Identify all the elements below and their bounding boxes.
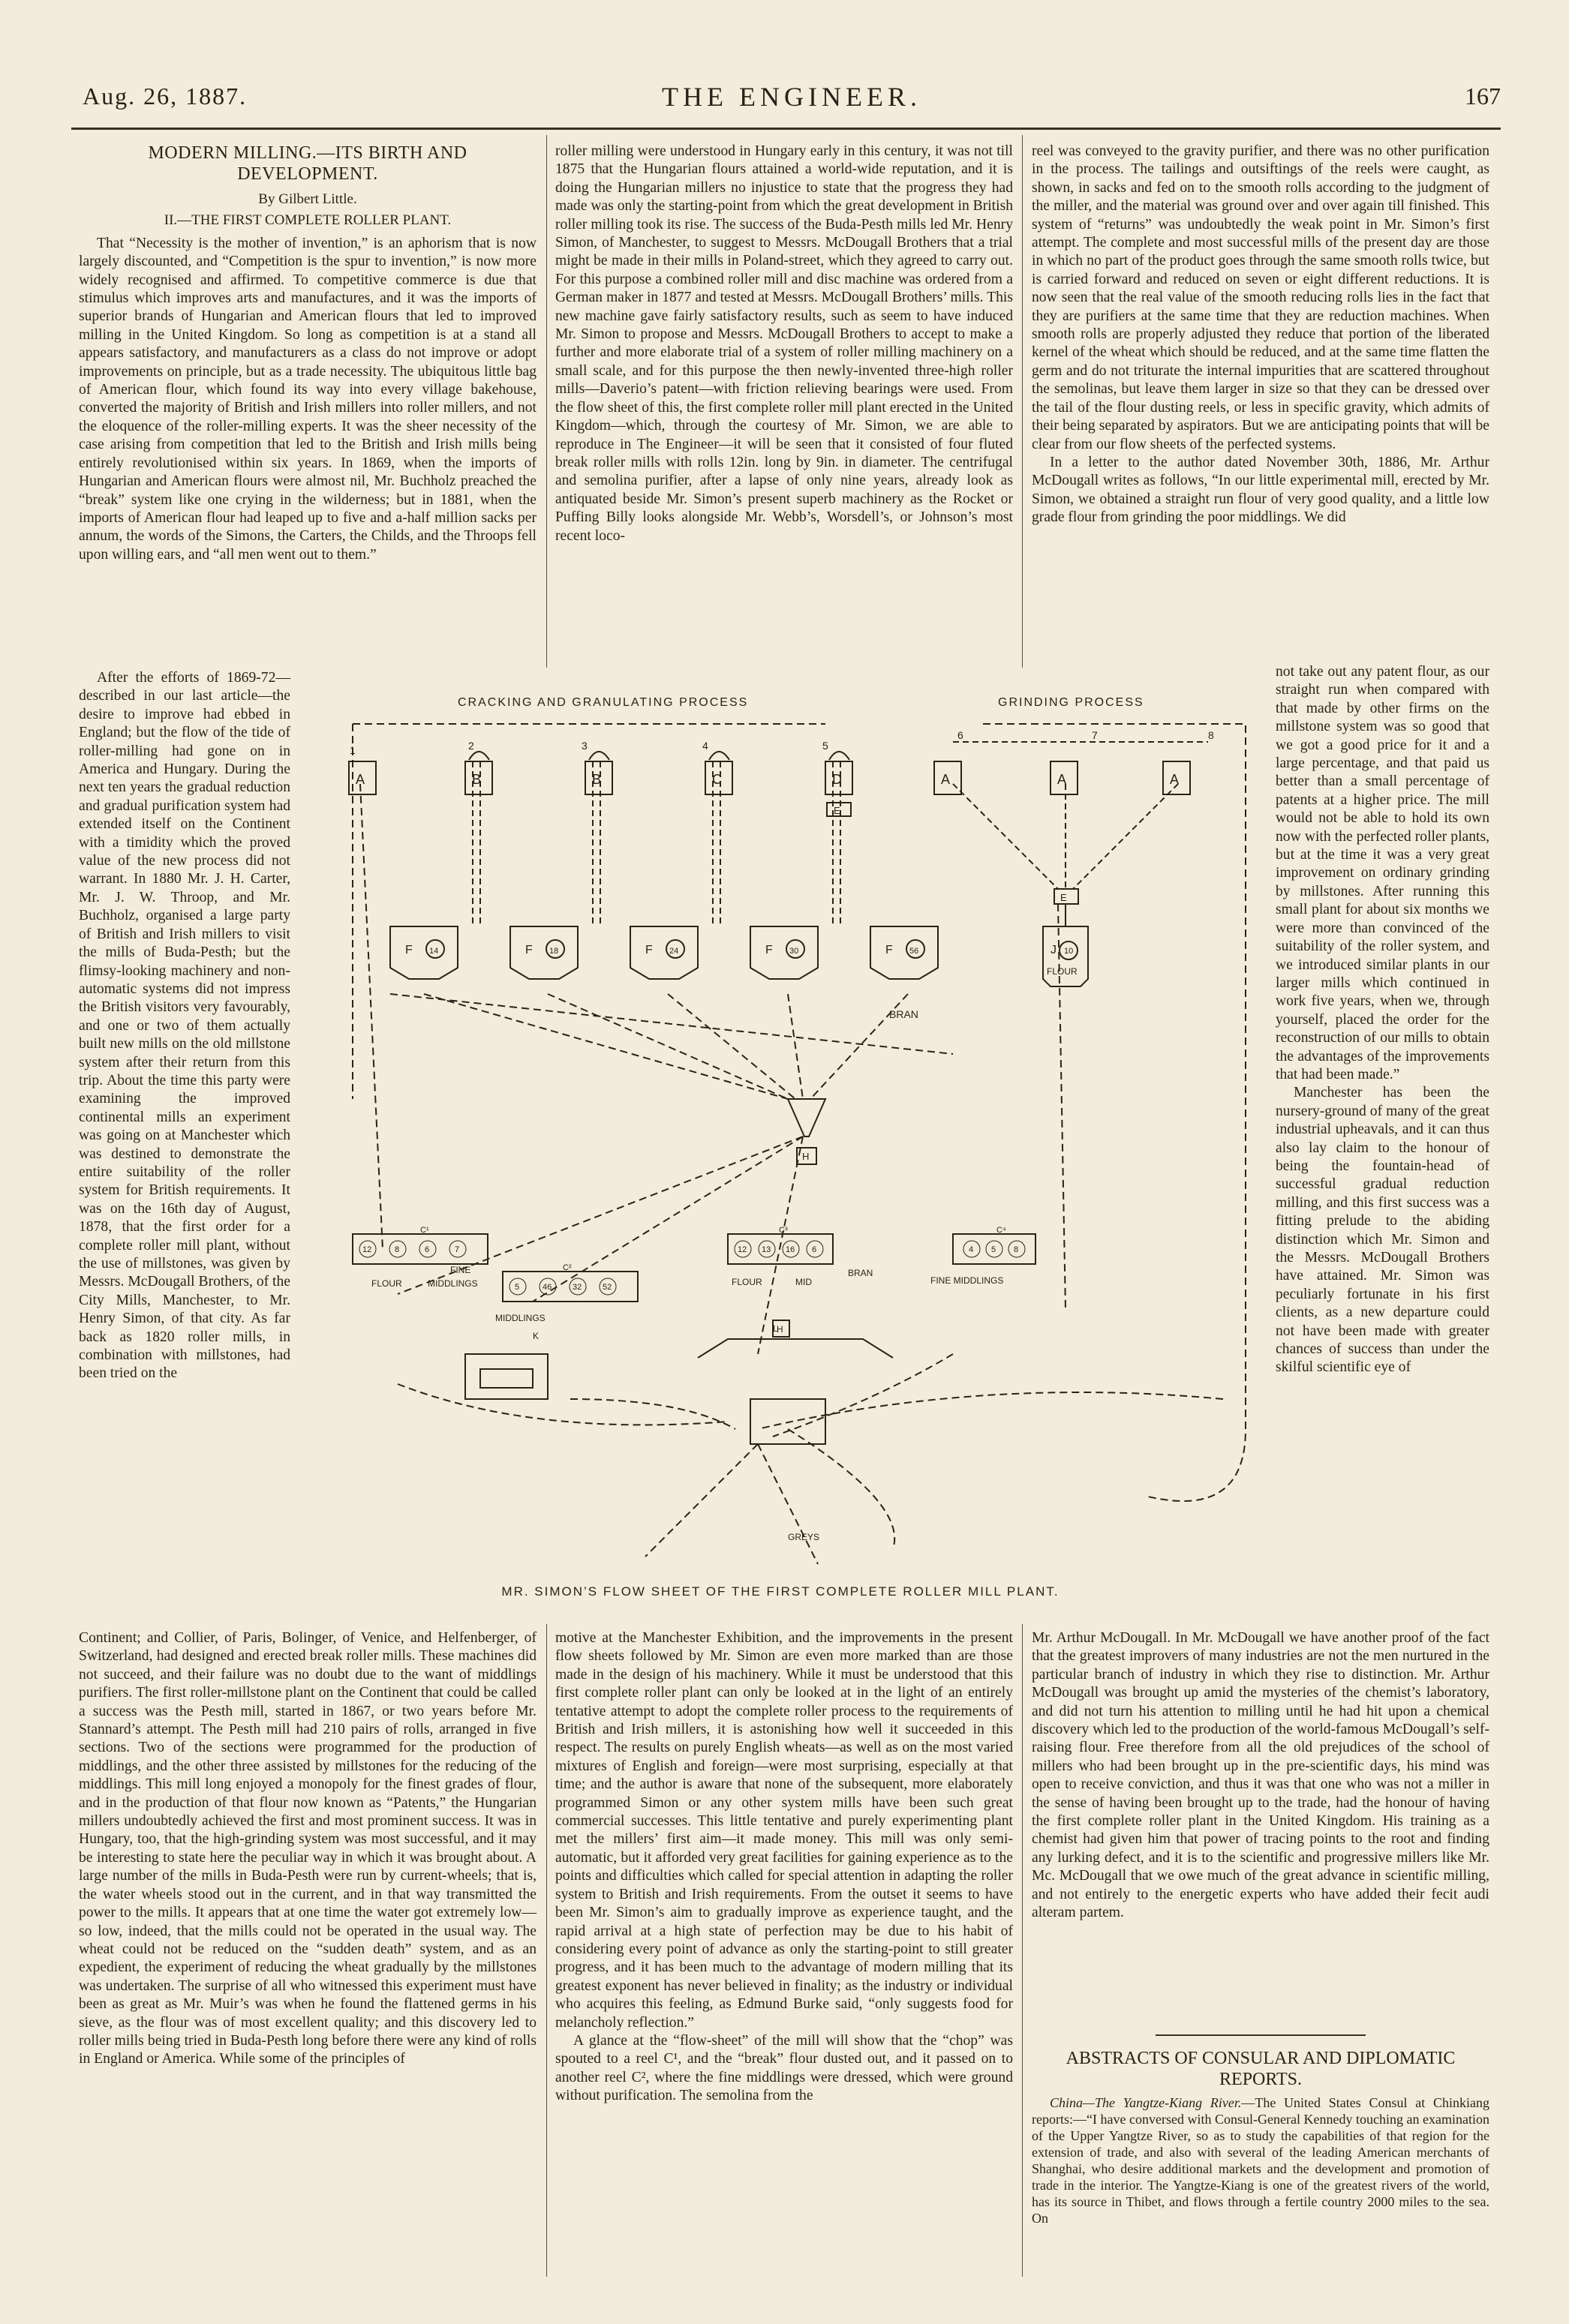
middlings-label-c1: MIDDLINGS	[428, 1278, 478, 1289]
reel-c3	[735, 1226, 823, 1257]
flour-label-j: FLOUR	[1047, 966, 1078, 977]
bran-label: BRAN	[889, 1008, 918, 1020]
abstracts-text: —The United States Consul at Chinkiang reports:—“I have conversed with Consul-General Kennedy touching an examination of the Upper Yangtze River, so as to study the capabilities of that region for the extension of trade, and also with several of the leading American merchants of Shanghai, who desire additional markets and the development and promotion of trade in the interior. The Yangtze-Kiang is one of the greatest rivers of the world, has its source in Thibet, and flows through a fertile country 2000 miles to the sea. On	[1032, 2095, 1489, 2226]
roll-2	[465, 740, 492, 794]
svg-text:5: 5	[991, 1245, 996, 1254]
flour-label-c1: FLOUR	[371, 1278, 402, 1289]
flour-label-c3: FLOUR	[732, 1277, 762, 1287]
paragraph: Mr. Arthur McDougall. In Mr. McDougall we have another proof of the fact that the greatest improvers of many industries are not the men nurtured in the particular branch of industry in which they rise to distinction. Mr. Arthur McDougall was brought up amid the mysteries of the chemist’s laboratory, and did not turn his attention to milling until he had hit upon a chemical discovery which led to the production of the world-famous McDougall’s self-raising flour. Free therefore from all the old prejudices of the school of millers who had been brought up in the pre-scientific days, his mind was open to receive conviction, and thus it was that one who was not a miller in the sense of having been brought up to the trade, had the honour of having the first complete roller plant in the United Kingdom. His training as a chemist had given him that power of tracing points to the root and finding any lurking defect, and it is to the scientific and progressive millers like Mr. Mc. McDougall that we owe much of the great advance in scientific milling, and not entirely to the energetic experts who have added their fecit audi alteram partem.	[1032, 1630, 1489, 1921]
roll-5	[822, 740, 852, 794]
article-col1-bottom	[79, 1629, 537, 2069]
svg-text:C¹: C¹	[420, 1226, 429, 1235]
reel-f4-number: 30	[789, 947, 799, 956]
svg-text:16: 16	[786, 1245, 795, 1254]
abstracts-title: ABSTRACTS OF CONSULAR AND DIPLOMATIC REPORTS.	[1066, 2049, 1456, 2089]
reel-f5-number: 56	[909, 947, 919, 956]
reel-e: E	[834, 805, 840, 816]
paragraph: A glance at the “flow-sheet” of the mill will show that the “chop” was spouted to a reel C¹, and the “break” flour dusted out, and it passed on to another reel C², where the fine middlings were dressed, which were ground without purification. The semolina from the	[555, 2032, 1013, 2104]
machine-k: K	[533, 1331, 540, 1341]
article-col3-bottom	[1032, 1629, 1489, 1923]
abstracts-section	[1032, 2048, 1489, 2226]
article-col2-bottom	[555, 1629, 1013, 2106]
paragraph: In a letter to the author dated November 30th, 1886, Mr. Arthur McDougall writes as follows, “In our little experimental mill, erected by Mr. Simon, we obtained a straight run flour of very good quality, and a little low grade flour from grinding the poor middlings. We did	[1032, 454, 1489, 526]
reel-f2-label: F	[525, 944, 533, 956]
column-rule	[1022, 135, 1023, 668]
svg-text:8: 8	[395, 1245, 400, 1254]
fine-middlings-label: FINE MIDDLINGS	[930, 1275, 1004, 1286]
article-col1-narrow	[79, 669, 290, 1383]
roll-8	[1163, 729, 1214, 794]
svg-text:8: 8	[1014, 1245, 1019, 1254]
svg-text:C³: C³	[779, 1226, 788, 1235]
reel-f3-label: F	[645, 944, 653, 956]
svg-text:C⁴: C⁴	[996, 1226, 1006, 1235]
reel-c1	[359, 1226, 466, 1257]
paragraph: reel was conveyed to the gravity purifier, and there was no other purification in the process. The tailings and outsiftings of the reels were caught, as shown, in sacks and fed on to the smooth rolls according to the judgment of the miller, and the material was ground over and over again till finished. This system of “returns” was undoubtedly the weak point in Mr. Simon’s first attempt. The complete and most successful mills of the present day are those in which no part of the product goes through the same smooth rolls twice, but is carried forward and reduced on seven or eight different reductions. It is now seen that the real value of the smooth reducing rolls lies in the fact that they are purifiers at the same time that they are reduction machines. When smooth rolls are properly adjusted they reduce that portion of the liberated kernel of the wheat which should be reduced, and at the same time flatten the germ and do not triturate the internal impurities that are scattered throughout the semolinas, but leave them larger in size so that they can be dressed over the tail of the flour dusting reels, or less in specific gravity, which admits of their being separated by aspirators. But we are anticipating points that will be clear from our flow sheets of the perfected systems.	[1032, 143, 1489, 452]
issue-date: Aug. 26, 1887.	[83, 83, 248, 110]
grinding-process-label: GRINDING PROCESS	[998, 696, 1144, 709]
roll-6	[934, 729, 963, 794]
break-rolls	[349, 729, 1214, 794]
article-col1-top	[79, 143, 537, 564]
svg-text:32: 32	[573, 1283, 582, 1292]
hopper-h: H	[802, 1151, 810, 1162]
cracking-process-label: CRACKING AND GRANULATING PROCESS	[458, 696, 749, 709]
svg-text:13: 13	[762, 1245, 771, 1254]
flour-reels	[390, 926, 1088, 986]
column-rule	[546, 135, 547, 668]
svg-text:6: 6	[425, 1245, 430, 1254]
reel-j-label: J	[1051, 944, 1057, 956]
roll-4	[702, 740, 732, 794]
svg-text:6: 6	[812, 1245, 817, 1254]
svg-text:2: 2	[468, 740, 474, 752]
svg-text:8: 8	[1208, 729, 1214, 741]
roll-3	[582, 740, 612, 794]
reel-f1-number: 14	[429, 947, 439, 956]
svg-text:3: 3	[582, 740, 588, 752]
svg-text:4: 4	[702, 740, 708, 752]
purifier-h: H	[777, 1324, 783, 1335]
paragraph: Continent; and Collier, of Paris, Bolinger, of Venice, and Helfenberger, of Switzerland, had designed and erected break roller mills. These machines did not succeed, and their failure was no doubt due to the want of middlings purifiers. The first roller-millstone plant on the Continent that could be called a success was the Pesth mill, started in 1867, or two years before Mr. Stannard’s attempt. The Pesth mill had 210 pairs of rolls, arranged in five sections. Two of the sections were programmed for the production of middlings, and the other three assisted by millstones for the reducing of the middlings. This mill long enjoyed a monopoly for the finest grades of flour, and in the production of that flour now known as “Patents,” the Hungarian millers undoubtedly achieved the first and most prominent success. It was in Hungary, too, that the high-grinding system was most successful, and it may be interesting to state here the peculiar way in which it was brought about. A large number of the mills in Buda-Pesth were run by current-wheels; that is, the water wheels stood out in the current, and in that way transmitted the power to the mills. It appears that at one time the water got extremely low—so low, indeed, that the mills could not be operated in the usual way. The wheat could not be reduced on the “sudden death” system, and as an expedient, the experiment of reducing the wheat gradually by the millstones was undertaken. The surprise of all who witnessed this experiment must have been as great as Mr. Muir’s was when he found the flattened germs in his sieve, as the flour was of most excellent quality; and this discovery led to roller mills being tried in Buda-Pesth long before there were any kind of rolls in England or America. While some of the principles of	[79, 1630, 537, 2067]
reel-f4-label: F	[765, 944, 773, 956]
svg-text:C²: C²	[563, 1263, 572, 1272]
svg-text:12: 12	[738, 1245, 747, 1254]
article-title: MODERN MILLING.—ITS BIRTH AND DEVELOPMENT.	[148, 143, 467, 184]
reel-e2: E	[1060, 892, 1067, 903]
column-rule	[1022, 1624, 1023, 2277]
svg-text:B: B	[472, 772, 482, 787]
header-rule	[71, 128, 1501, 130]
svg-text:A: A	[1057, 772, 1067, 787]
svg-text:A: A	[356, 772, 365, 787]
svg-text:1: 1	[350, 744, 356, 756]
svg-text:5: 5	[822, 740, 828, 752]
reel-f1-label: F	[405, 944, 413, 956]
bran-label-c3: BRAN	[848, 1268, 873, 1278]
machine-l: L	[773, 1323, 778, 1334]
article-col2-top	[555, 143, 1013, 545]
section-divider	[1156, 2034, 1366, 2036]
svg-text:52: 52	[603, 1283, 612, 1292]
article-section: II.—THE FIRST COMPLETE ROLLER PLANT.	[164, 212, 452, 229]
reel-f5-label: F	[885, 944, 893, 956]
page-header	[83, 81, 1501, 117]
svg-text:C: C	[712, 772, 722, 787]
article-byline: By Gilbert Little.	[258, 191, 357, 207]
middlings-label-c2: MIDDLINGS	[495, 1313, 546, 1323]
svg-text:12: 12	[362, 1245, 372, 1254]
svg-text:A: A	[1170, 772, 1180, 787]
svg-text:A: A	[941, 772, 951, 787]
figure-caption: MR. SIMON’S FLOW SHEET OF THE FIRST COMPLETE ROLLER MILL PLANT.	[501, 1584, 1060, 1599]
svg-text:7: 7	[455, 1245, 460, 1254]
paragraph: That “Necessity is the mother of invention,” is an aphorism that is now largely discounted, and “Competition is the spur to invention,” is now more widely recognised and affirmed. To competitive commerce is due that stimulus which improves arts and manufactures, and it was the imports of superior brands of Hungarian and American flours that led to improved milling in the United Kingdom. So long as competition is at a stand all appears satisfactory, and manufacturers as a class do not improve or adopt improvements on principle, but as a trade necessity. The ubiquitous little bag of American flour, which found its way into every village bakehouse, converted the majority of British and Irish millers into roller millers, and not the eloquence of the roller-milling experts. It was the sheer necessity of the case arising from competition that led to the British and Irish mills being entirely revolutionised within six years. In 1869, when the imports of Hungarian and American flours were almost nil, Mr. Buchholz preached the “break” system like one crying in the wilderness; but in 1881, when the imports of American flour had leaped up to five and a-half million sacks per annum, the words of the Simons, the Carters, the Childs, and the Throops fell upon willing ears, and “all men went out to them.”	[79, 235, 537, 563]
svg-text:6: 6	[957, 729, 963, 741]
svg-text:5: 5	[515, 1283, 520, 1292]
column-rule	[546, 1624, 547, 2277]
roll-7	[1051, 729, 1098, 794]
page-number: 167	[1465, 83, 1501, 110]
svg-text:D: D	[832, 772, 842, 787]
paragraph: Manchester has been the nursery-ground of many of the great industrial upheavals, and it can thus also lay claim to the honour of being the fountain-head of successful gradual reduction milling, and this first success was a fitting prelude to the abiding distinction which Mr. Simon and the Messrs. McDougall Brothers have attained. Mr. Simon was peculiarly fortunate in his first clients, as a new departure could not have been made with greater chances of success than under the skilful scientific eye of	[1276, 1085, 1489, 1376]
fine-label: FINE	[450, 1265, 471, 1275]
svg-text:B: B	[592, 772, 602, 787]
greys-label: GREYS	[788, 1532, 820, 1542]
svg-text:4: 4	[969, 1245, 974, 1254]
reel-c4	[963, 1226, 1025, 1257]
reel-c2	[509, 1263, 616, 1295]
paragraph: After the efforts of 1869-72—described in our last article—the desire to improve had ebbed in England; but the flow of the tide of roller-milling had gone on in America and Hungary. During the next ten years the gradual reduction and gradual purification system had extended itself on the Continent with a timidity which the proved value of the new process did not warrant. In 1880 Mr. J. H. Carter, Mr. J. W. Throop, and Mr. Buchholz, organised a large party of British and Irish millers to visit the mills of Buda-Pesth; but the flimsy-looking machinery and non-automatic systems did not impress the British visitors very favourably, and one or two of them actually built new mills on the old millstone system after their return from this trip. About the time this party were examining the improved continental mills an experiment was going on at Manchester which was destined to demonstrate the entire suitability of the roller system for British requirements. It was on the 16th day of August, 1878, that the first order for a complete roller mill plant, without the use of millstones, was given by Messrs. McDougall Brothers, of the City Mills, Manchester, to Mr. Henry Simon, of that city. As far back as 1820 roller mills, in combination with millstones, had been tried on the	[79, 670, 290, 1382]
paragraph: roller milling were understood in Hungary early in this century, it was not till 1875 that the Hungarian flours attained a world-wide reputation, and it is doing the Hungarian millers no injustice to state that the progress they had made was only the starting-point from which the great development in British roller milling took its rise. The success of the Buda-Pesth mills led Mr. Henry Simon, of Manchester, to suggest to Messrs. McDougall Brothers that a trial might be made in their mills in Poland-street, which they agreed to carry out. For this purpose a combined roller mill and disc machine was ordered from a German maker in 1877 and tested at Messrs. McDougall Brothers’ mills. This new machine gave fairly satisfactory results, such as seem to have induced Mr. Simon to propose and Messrs. McDougall Brothers to accept to make a further and more elaborate trial of a system of roller milling machinery on a small scale, and for this purpose the then newly-invented three-high roller mills—Daverio’s patent—with friction relieving bearings were used. From the flow sheet of this, the first complete roller mill plant erected in the United Kingdom—which, through the courtesy of Mr. Simon, we are able to reproduce in The Engineer—it will be seen that it consisted of four fluted break roller mills with rolls 12in. long by 9in. in diameter. The centrifugal and semolina purifier, after a lapse of only nine years, already look as antiquated beside Mr. Simon’s present superb machinery as the Rocket or Puffing Billy looks alongside Mr. Webb’s, Worsdell’s, or Johnson’s most recent loco-	[555, 143, 1013, 544]
paragraph: motive at the Manchester Exhibition, and the improvements in the present flow sheets followed by Mr. Simon are even more marked than are those made in the design of his machinery. While it must be understood that this first complete roller plant can only be looked at in the light of an entirely tentative attempt to adopt the complete roller process to the requirements of British and Irish millers, it is astonishing how well it succeeded in this respect. The results on purely English wheats—as well as on the most varied mixtures of English and foreign—were most surprising, especially at that time; and the author is aware that none of the subsequent, more elaborately programmed Simon or any other system mills have been such great commercial successes. This little tentative and purely experimenting plant met the millers’ first aim—it made money. This mill was only semi-automatic, but it afforded very great facilities for gaining experience as to the points and difficulties which called for special attention in adapting the roller system to British and Irish requirements. From the outset it seems to have been Mr. Simon’s aim to gradually improve as experience taught, and the rapid arrival at a high state of perfection may be due to his habit of considering every point of advance as only the starting-point to still greater progress, and it has been much to the advantage of modern milling that its greatest exponent has never believed in finality; as the industry or individual who acquires this feeling, as Edmund Burke said, “only suggests food for melancholy reflection.”	[555, 1630, 1013, 2031]
abstracts-lead: China—The Yangtze-Kiang River.	[1050, 2095, 1242, 2110]
reel-j-number: 10	[1064, 947, 1074, 956]
reel-f2-number: 18	[549, 947, 559, 956]
journal-title: THE ENGINEER.	[662, 82, 921, 112]
reel-f3-number: 24	[669, 947, 679, 956]
mid-label: MID	[795, 1277, 812, 1287]
flow-sheet-figure	[308, 679, 1253, 1609]
paragraph: not take out any patent flour, as our straight run when compared with that made by other firms on the millstone system was so good that we got a good price for it and a large percentage, and that paid us better than a small percentage of patents at a higher price. The mill would not be able to hold its own now with the perfected roller plants, but at the time it was a very great improvement on ordinary grinding by millstones. After running this small plant for about six months we were more than convinced of the suitability of the roller system, and we introduced similar plants in our larger mills which continued in work five years, when we, through yourself, placed the order for the reconstruction of our mills to obtain the advantages of the improvements that had been made.”	[1276, 664, 1489, 1082]
svg-text:7: 7	[1092, 729, 1098, 741]
svg-text:46: 46	[543, 1283, 552, 1292]
article-col3-top	[1032, 143, 1489, 527]
article-col3-narrow	[1276, 663, 1489, 1377]
